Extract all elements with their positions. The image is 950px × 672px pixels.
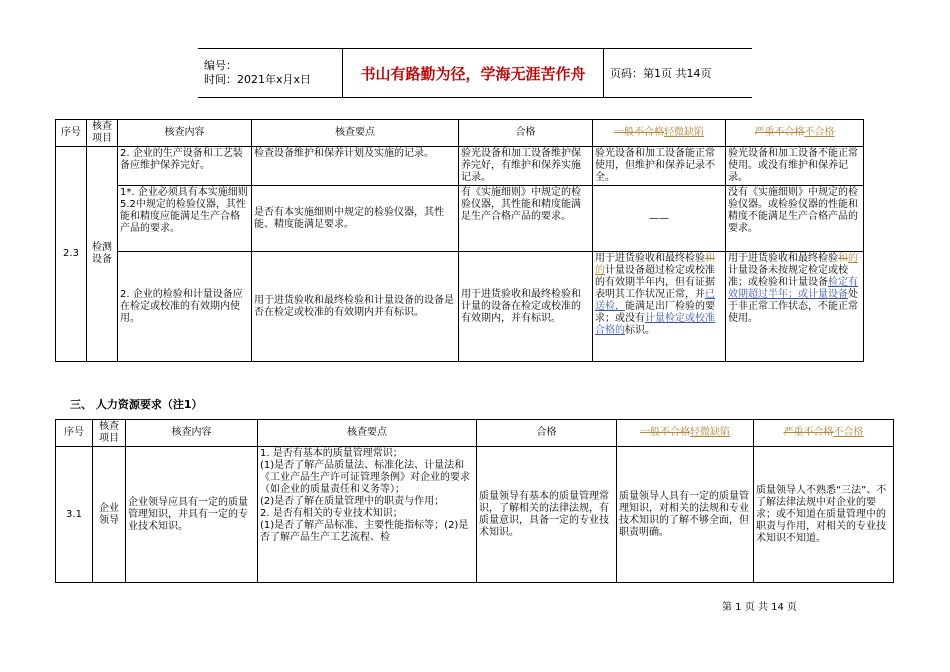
- section-title-hr: 三、 人力资源要求（注1）: [70, 398, 203, 411]
- row-content: 1*. 企业必须具有本实施细则5.2中规定的检验仪器，其性能和精度应能满足生产合格产品的要求。: [118, 186, 252, 252]
- header-severe: [754, 420, 894, 447]
- row-severe: 没有《实施细则》中规定的检验仪器。或检验仪器的性能和精度不能满足生产合格产品的要求。: [726, 186, 864, 252]
- points-line: (2)是否了解在质量管理中的职责与作用；: [260, 496, 445, 507]
- header-content: 核查内容: [126, 420, 258, 447]
- inspection-table-hr: [55, 419, 894, 583]
- row-minor: 质量领导人具有一定的质量管理知识，对相关的法规和专业技术知识的了解不够全面，但职责明确。: [617, 447, 754, 583]
- severe-text-f: 处于非正常工作状态，不能正常使用。: [728, 289, 858, 324]
- row-pass: 有《实施细则》中规定的检验仪器，其性能和精度能满足生产合格产品的要求。: [459, 186, 593, 252]
- row-pass: 用于进货验收和最终检验和计量的设备在检定或校准的有效期内，并有标识。: [459, 252, 593, 362]
- row-minor: 验光设备和加工设备能正常使用，但维护和保养记录不全。: [593, 147, 726, 186]
- table-header-row: [56, 120, 864, 147]
- points-line: 1. 是否有基本的质量管理常识；: [260, 448, 403, 459]
- row-severe: 质量领导人不熟悉“三法”、不了解法律法规中对企业的要求；或不知道在质量管理中的职责与作用，对相关的专业技术知识不知道。: [754, 447, 894, 583]
- header-minor-deleted: 一般不合格: [614, 127, 664, 138]
- row-minor: ——: [593, 186, 726, 252]
- table-row: [56, 252, 864, 362]
- header-pass: 合格: [459, 120, 593, 147]
- row-content: 2. 企业的检验和计量设备应在检定或校准的有效期内使用。: [118, 252, 252, 362]
- page-label: 页码：第1页 共14页: [604, 49, 753, 98]
- table-header-row: [56, 420, 894, 447]
- header-meta: [198, 49, 343, 98]
- inspection-table-equipment: [55, 119, 864, 362]
- minor-text-d: 计量设备超过检定或校准的有效期半年内，但有证据表明其工作状况正常，并: [595, 265, 715, 300]
- motto: 书山有路勤为径，学海无涯苦作舟: [343, 49, 604, 98]
- table-row: [56, 447, 894, 583]
- points-line: (1)是否了解产品标准、主要性能指标等；(2)是否了解产品生产工艺流程、检: [260, 520, 469, 543]
- header-minor-inserted: 轻微缺陷: [690, 427, 730, 438]
- row-points: 是否有本实施细则中规定的检验仪器，其性能、精度能满足要求。: [252, 186, 459, 252]
- severe-deleted-and: 和: [838, 253, 848, 264]
- number-label: 编号：: [204, 59, 237, 72]
- minor-text-h: 标识。: [625, 325, 655, 336]
- header-minor: [593, 120, 726, 147]
- row-points: [258, 447, 477, 583]
- header-severe-deleted: 严重不合格: [754, 127, 805, 138]
- row-minor: [593, 252, 726, 362]
- header-pass: 合格: [477, 420, 617, 447]
- header-minor-deleted: 一般不合格: [640, 427, 690, 438]
- minor-text-f: 能满足出厂检验的要求；或没有: [595, 301, 715, 324]
- header-seq: 序号: [56, 120, 87, 147]
- row-content: 企业领导应具有一定的质量管理知识，并具有一定的专业技术知识。: [126, 447, 258, 583]
- header-points: 核查要点: [252, 120, 459, 147]
- header-content: 核查内容: [118, 120, 252, 147]
- row-seq: 2.3: [56, 147, 87, 362]
- page-footer: 第 1 页 共 14 页: [722, 602, 797, 613]
- row-item: 检测设备: [87, 147, 118, 362]
- severe-inserted-period: 检定有效期超过半年；或计量设备: [728, 277, 858, 300]
- minor-inserted-cal: 计量检定或校准合格的: [595, 313, 715, 336]
- time-label: 时间：2021年x月x日: [204, 73, 312, 86]
- header-severe-inserted: 不合格: [804, 127, 835, 138]
- row-severe: [726, 252, 864, 362]
- header-seq: 序号: [56, 420, 93, 447]
- table-row: [56, 186, 864, 252]
- row-item: 企业领导: [93, 447, 126, 583]
- header-points: 核查要点: [258, 420, 477, 447]
- header-minor-inserted: 轻微缺陷: [664, 127, 704, 138]
- severe-text-d: 计量设备未按规定检定或校准；或检验和计量设备: [728, 265, 848, 288]
- minor-deleted-and: 和: [705, 253, 715, 264]
- minor-inserted-sent: 已送检，: [595, 289, 715, 312]
- row-seq: 3.1: [56, 447, 93, 583]
- table-row: [56, 147, 864, 186]
- header-severe: [726, 120, 864, 147]
- header-item: 核查项目: [87, 120, 118, 147]
- header-item: 核查项目: [93, 420, 126, 447]
- points-line: (1)是否了解产品质量法、标准化法、计量法和《工业产品生产许可证管理条例》对企业的要求（如企业的质量责任和义务等）；: [260, 460, 470, 495]
- row-points: 用于进货验收和最终检验和计量设备的设备是否在检定或校准的有效期内并有标识。: [252, 252, 459, 362]
- row-pass: 验光设备和加工设备维护保养完好，有维护和保养实施记录。: [459, 147, 593, 186]
- row-points: 检查设备维护和保养计划及实施的记录。: [252, 147, 459, 186]
- header-severe-deleted: 严重不合格: [783, 427, 834, 438]
- points-line: 2. 是否有相关的专业技术知识；: [260, 508, 403, 519]
- row-severe: 验光设备和加工设备不能正常使用。或没有维护和保养记录。: [726, 147, 864, 186]
- row-content: 2. 企业的生产设备和工艺装备应维护保养完好。: [118, 147, 252, 186]
- header-minor: [617, 420, 754, 447]
- header-severe-inserted: 不合格: [833, 427, 864, 438]
- row-pass: 质量领导有基本的质量管理常识，了解相关的法律法规，有质量意识，具备一定的专业技术知识。: [477, 447, 617, 583]
- severe-inserted-de: 的: [848, 253, 858, 264]
- minor-inserted-de: 的: [595, 265, 605, 276]
- page-header: [198, 48, 752, 98]
- minor-text-a: 用于进货验收和最终检验: [595, 253, 705, 264]
- severe-text-a: 用于进货验收和最终检验: [728, 253, 838, 264]
